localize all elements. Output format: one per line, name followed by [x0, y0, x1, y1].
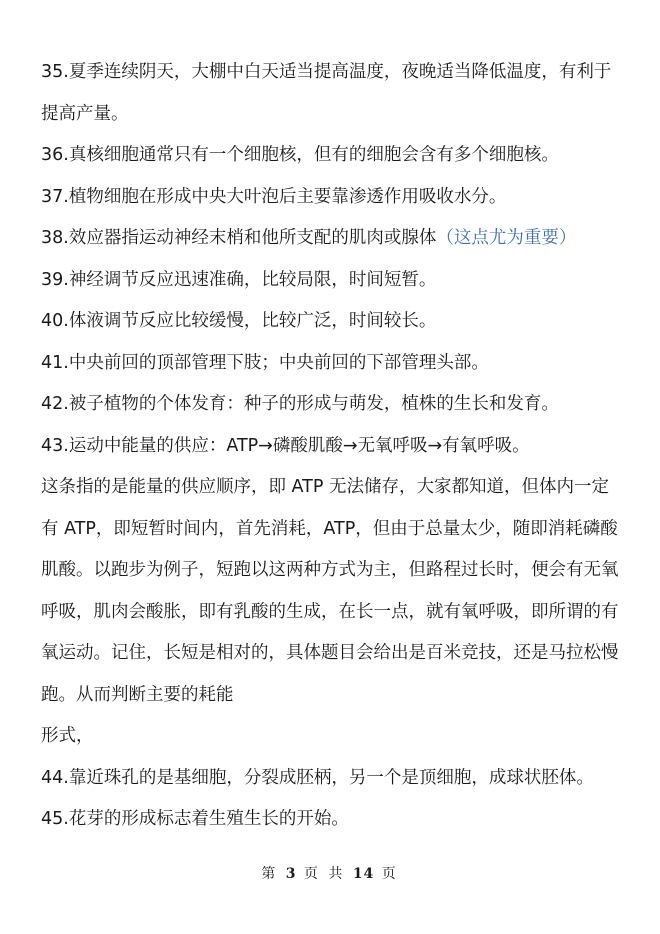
item-40: 40.体液调节反应比较缓慢，比较广泛，时间较长。 — [41, 311, 437, 331]
footer-prefix: 第 — [261, 866, 279, 882]
item-36: 36.真核细胞通常只有一个细胞核，但有的细胞会含有多个细胞核。 — [41, 145, 559, 165]
footer-page-number: 3 — [285, 866, 297, 882]
item-43: 43.运动中能量的供应：ATP→磷酸肌酸→无氧呼吸→有氧呼吸。 — [41, 435, 530, 456]
item-45: 45.花芽的形成标志着生殖生长的开始。 — [41, 809, 349, 829]
item-41: 41.中央前回的顶部管理下肢；中央前回的下部管理头部。 — [41, 352, 489, 373]
document-body — [41, 52, 625, 841]
item-35: 35.夏季连续阴天，大棚中白天适当提高温度，夜晚适当降低温度，有利于提高产量。 — [41, 62, 612, 124]
item-44: 44.靠近珠孔的是基细胞，分裂成胚柄，另一个是顶细胞，成球状胚体。 — [41, 767, 594, 788]
item-38-text: 38.效应器指运动神经末梢和他所支配的肌肉或腺体 — [41, 228, 437, 248]
footer-suffix: 页 — [381, 866, 399, 882]
item-38 — [41, 218, 625, 260]
footer-middle: 页 共 — [303, 866, 346, 882]
item-43-explanation-end: 形式， — [41, 726, 94, 746]
footer-total-pages: 14 — [352, 866, 375, 882]
item-42: 42.被子植物的个体发育：种子的形成与萌发，植株的生长和发育。 — [41, 394, 559, 414]
item-39: 39.神经调节反应迅速准确，比较局限，时间短暂。 — [41, 269, 437, 290]
page-footer — [0, 863, 660, 883]
item-38-note: （这点尤为重要） — [436, 228, 577, 248]
item-43-explanation: 这条指的是能量的供应顺序，即 ATP 无法储存，大家都知道，但体内一定有 ATP，即短暂时间内，首先消耗，ATP，但由于总量太少，随即消耗磷酸肌酸。以跑步为例子，短跑以这两种方式为主，但路程过长时，便会有无氧呼吸，肌肉会酸胀，即有乳酸的生成，在长一点，就有氧呼吸，即所谓的有氧运动。记住，长短是相对的，具体题目会给出是百米竞技，还是马拉松慢跑。从而判断主要的耗能 — [41, 477, 619, 705]
item-37: 37.植物细胞在形成中央大叶泡后主要靠渗透作用吸收水分。 — [41, 186, 507, 207]
